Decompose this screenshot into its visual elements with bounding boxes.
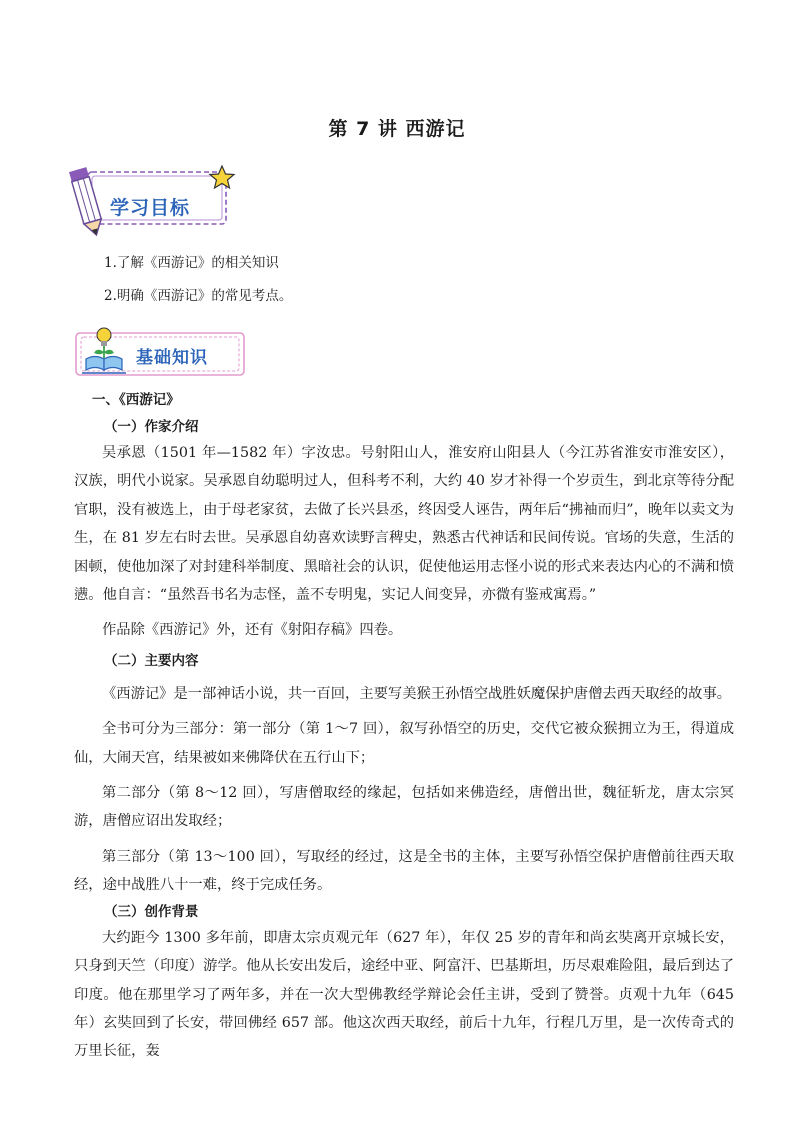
- page-title: 第 7 讲 西游记: [328, 118, 466, 140]
- author-intro-paragraph: 吴承恩（1501 年—1582 年）字汝忠。号射阳山人，淮安府山阳县人（今江苏省淮安市淮安区），汉族，明代小说家。吴承恩自幼聪明过人，但科考不利，大约 40 岁才补得一个岁贡生，到北京等待分配官职，没有被选上，由于母老家贫，去做了长兴县丞，终因受人诬告，两年后“拂袖而归”，晚年以卖文为生，在 81 岁左右时去世。吴承恩自幼喜欢读野言稗史，熟悉古代神话和民间传说。官场的失意，生活的困顿，使他加深了对封建科举制度、黑暗社会的认识，促使他运用志怪小说的形式来表达内心的不满和愤懑。他自言：“虽然吾书名为志怪，盖不专明鬼，实记人间变异，亦微有鉴戒寓焉。”: [74, 445, 734, 604]
- objective-item-1: 1.了解《西游记》的相关知识: [104, 255, 279, 271]
- basic-knowledge-label: 基础知识: [136, 348, 208, 368]
- background-paragraph: 大约距今 1300 多年前，即唐太宗贞观元年（627 年），年仅 25 岁的青年和尚玄奘离开京城长安，只身到天竺（印度）游学。他从长安出发后，途经中亚、阿富汗、巴基斯坦，历尽艰难险阻，最后到达了印度。他在那里学习了两年多，并在一次大型佛教经学辩论会任主讲，受到了赞誉。贞观十九年（645 年）玄奘回到了长安，带回佛经 657 部。他这次西天取经，前后十九年，行程几万里，是一次传奇式的万里长征，轰: [74, 929, 734, 1060]
- content-part2-paragraph: 第二部分（第 8～12 回），写唐僧取经的缘起，包括如来佛造经，唐僧出世，魏征斩龙，唐太宗冥游，唐僧应诏出发取经；: [74, 785, 734, 830]
- subsection-heading-author: （一）作家介绍: [104, 419, 199, 435]
- content-part3-paragraph: 第三部分（第 13～100 回），写取经的经过，这是全书的主体，主要写孙悟空保护唐僧前往西天取经，途中战胜八十一难，终于完成任务。: [74, 848, 734, 894]
- main-content: [74, 388, 734, 1066]
- section-heading: 一、《西游记》: [92, 392, 180, 408]
- content-part1-paragraph: 全书可分为三部分：第一部分（第 1～7 回），叙写孙悟空的历史，交代它被众猴拥立为王，得道成仙，大闹天宫，结果被如来佛降伏在五行山下；: [74, 721, 734, 766]
- learning-objectives-label: 学习目标: [110, 197, 191, 219]
- subsection-heading-content: （二）主要内容: [104, 652, 199, 669]
- learning-objectives-banner: [66, 162, 238, 238]
- basic-knowledge-banner: [72, 325, 250, 381]
- author-works-paragraph: 作品除《西游记》外，还有《射阳存稿》四卷。: [102, 622, 403, 639]
- content-summary-paragraph: 《西游记》是一部神话小说，共一百回，主要写美猴王孙悟空战胜妖魔保护唐僧去西天取经的故事。: [102, 685, 732, 702]
- objective-item-2: 2.明确《西游记》的常见考点。: [104, 288, 293, 304]
- subsection-heading-background: （三）创作背景: [104, 903, 199, 920]
